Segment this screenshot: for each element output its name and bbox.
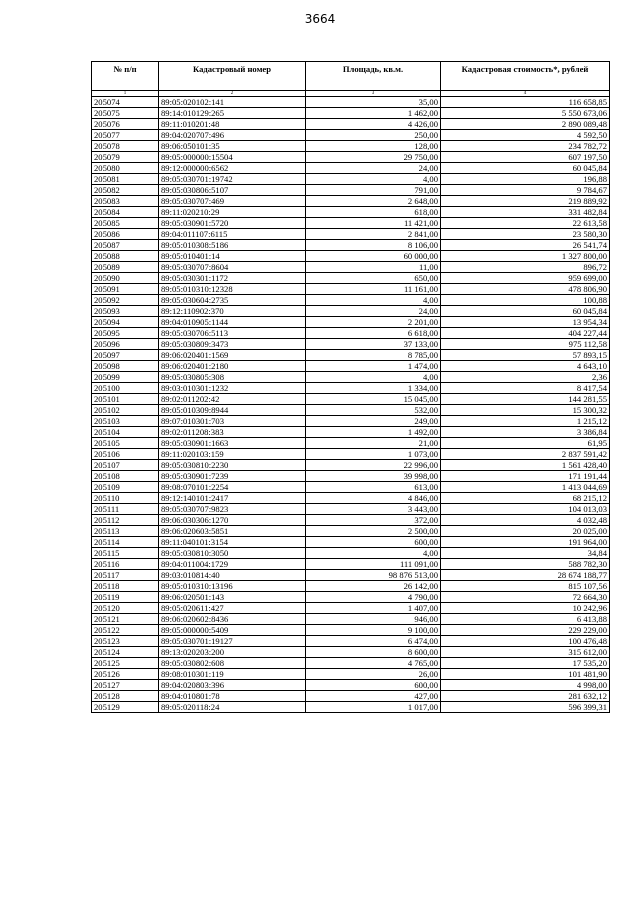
area-cell: 600,00	[306, 680, 441, 691]
area-cell: 4 790,00	[306, 592, 441, 603]
cadastral-value-cell: 1 561 428,40	[441, 460, 610, 471]
row-number-cell: 205112	[92, 515, 159, 526]
row-number-cell: 205110	[92, 493, 159, 504]
cadastral-value-cell: 3 386,84	[441, 427, 610, 438]
row-number-cell: 205107	[92, 460, 159, 471]
table-row	[92, 592, 610, 603]
area-cell: 24,00	[306, 306, 441, 317]
cadastral-number-cell: 89:08:070101:2254	[159, 482, 306, 493]
table-row	[92, 130, 610, 141]
area-cell: 1 492,00	[306, 427, 441, 438]
table-row	[92, 119, 610, 130]
cadastral-value-cell: 404 227,44	[441, 328, 610, 339]
table-row	[92, 273, 610, 284]
cadastral-number-cell: 89:05:030701:19127	[159, 636, 306, 647]
cadastral-number-cell: 89:04:020803:396	[159, 680, 306, 691]
area-cell: 15 045,00	[306, 394, 441, 405]
table-row	[92, 702, 610, 713]
area-cell: 1 073,00	[306, 449, 441, 460]
row-number-cell: 205113	[92, 526, 159, 537]
table-row	[92, 570, 610, 581]
cadastral-number-cell: 89:12:110902:370	[159, 306, 306, 317]
cadastral-value-cell: 229 229,00	[441, 625, 610, 636]
row-number-cell: 205092	[92, 295, 159, 306]
cadastral-number-cell: 89:05:030301:1172	[159, 273, 306, 284]
cadastral-number-cell: 89:05:030707:9823	[159, 504, 306, 515]
cadastral-value-cell: 2 837 591,42	[441, 449, 610, 460]
cadastral-value-cell: 8 417,54	[441, 383, 610, 394]
table-row	[92, 317, 610, 328]
area-cell: 128,00	[306, 141, 441, 152]
row-number-cell: 205125	[92, 658, 159, 669]
cadastral-number-cell: 89:05:030707:8604	[159, 262, 306, 273]
table-row	[92, 680, 610, 691]
row-number-cell: 205129	[92, 702, 159, 713]
row-number-cell: 205127	[92, 680, 159, 691]
table-row	[92, 691, 610, 702]
cadastral-number-cell: 89:05:010401:14	[159, 251, 306, 262]
cadastral-number-cell: 89:12:140101:2417	[159, 493, 306, 504]
table-row	[92, 196, 610, 207]
cadastral-number-cell: 89:07:010301:703	[159, 416, 306, 427]
header-cadastral-value: Кадастровая стоимость*, рублей	[441, 62, 610, 91]
area-cell: 4 426,00	[306, 119, 441, 130]
cadastral-number-cell: 89:06:020401:1569	[159, 350, 306, 361]
header-row-number: № п/п	[92, 62, 159, 91]
area-cell: 35,00	[306, 97, 441, 108]
table-row	[92, 383, 610, 394]
row-number-cell: 205094	[92, 317, 159, 328]
area-cell: 1 474,00	[306, 361, 441, 372]
table-row	[92, 108, 610, 119]
cadastral-number-cell: 89:05:030805:308	[159, 372, 306, 383]
cadastral-value-cell: 959 699,00	[441, 273, 610, 284]
table-row	[92, 504, 610, 515]
row-number-cell: 205102	[92, 405, 159, 416]
cadastral-number-cell: 89:04:010905:1144	[159, 317, 306, 328]
cadastral-value-cell: 331 482,84	[441, 207, 610, 218]
table-row	[92, 427, 610, 438]
area-cell: 37 133,00	[306, 339, 441, 350]
area-cell: 6 474,00	[306, 636, 441, 647]
cadastral-number-cell: 89:05:000000:15504	[159, 152, 306, 163]
cadastral-number-cell: 89:08:010301:119	[159, 669, 306, 680]
area-cell: 21,00	[306, 438, 441, 449]
table-row	[92, 218, 610, 229]
table-row	[92, 669, 610, 680]
row-number-cell: 205090	[92, 273, 159, 284]
row-number-cell: 205077	[92, 130, 159, 141]
row-number-cell: 205074	[92, 97, 159, 108]
row-number-cell: 205119	[92, 592, 159, 603]
cadastral-value-cell: 171 191,44	[441, 471, 610, 482]
cadastral-value-cell: 478 806,90	[441, 284, 610, 295]
area-cell: 26 142,00	[306, 581, 441, 592]
row-number-cell: 205082	[92, 185, 159, 196]
cadastral-number-cell: 89:05:030901:1663	[159, 438, 306, 449]
cadastral-value-cell: 100 476,48	[441, 636, 610, 647]
cadastral-number-cell: 89:06:020401:2180	[159, 361, 306, 372]
column-number: 2	[159, 91, 306, 97]
area-cell: 600,00	[306, 537, 441, 548]
cadastral-value-cell: 975 112,58	[441, 339, 610, 350]
table-row	[92, 262, 610, 273]
table-row	[92, 559, 610, 570]
area-cell: 4 765,00	[306, 658, 441, 669]
row-number-cell: 205088	[92, 251, 159, 262]
row-number-cell: 205101	[92, 394, 159, 405]
cadastral-number-cell: 89:05:000000:5409	[159, 625, 306, 636]
cadastral-value-cell: 1 327 800,00	[441, 251, 610, 262]
cadastral-number-cell: 89:04:020707:496	[159, 130, 306, 141]
cadastral-number-cell: 89:03:010301:1232	[159, 383, 306, 394]
cadastral-number-cell: 89:11:040101:3154	[159, 537, 306, 548]
area-cell: 29 750,00	[306, 152, 441, 163]
header-cadastral-number: Кадастровый номер	[159, 62, 306, 91]
table-header-row	[92, 62, 610, 91]
cadastral-table	[91, 61, 610, 713]
table-row	[92, 438, 610, 449]
table-row	[92, 603, 610, 614]
cadastral-value-cell: 815 107,56	[441, 581, 610, 592]
row-number-cell: 205123	[92, 636, 159, 647]
cadastral-number-cell: 89:06:050101:35	[159, 141, 306, 152]
cadastral-value-cell: 4 998,00	[441, 680, 610, 691]
row-number-cell: 205087	[92, 240, 159, 251]
area-cell: 11 421,00	[306, 218, 441, 229]
cadastral-number-cell: 89:05:030707:469	[159, 196, 306, 207]
area-cell: 1 017,00	[306, 702, 441, 713]
cadastral-number-cell: 89:12:000000:6562	[159, 163, 306, 174]
area-cell: 9 100,00	[306, 625, 441, 636]
cadastral-value-cell: 72 664,30	[441, 592, 610, 603]
table-row	[92, 449, 610, 460]
cadastral-number-cell: 89:05:010308:5186	[159, 240, 306, 251]
table-row	[92, 185, 610, 196]
row-number-cell: 205114	[92, 537, 159, 548]
table-row	[92, 515, 610, 526]
row-number-cell: 205120	[92, 603, 159, 614]
cadastral-value-cell: 28 674 188,77	[441, 570, 610, 581]
cadastral-value-cell: 219 889,92	[441, 196, 610, 207]
area-cell: 4,00	[306, 174, 441, 185]
table-row	[92, 163, 610, 174]
row-number-cell: 205118	[92, 581, 159, 592]
table-row	[92, 251, 610, 262]
cadastral-value-cell: 1 215,12	[441, 416, 610, 427]
cadastral-value-cell: 5 550 673,06	[441, 108, 610, 119]
area-cell: 1 407,00	[306, 603, 441, 614]
row-number-cell: 205080	[92, 163, 159, 174]
area-cell: 249,00	[306, 416, 441, 427]
row-number-cell: 205126	[92, 669, 159, 680]
table-row	[92, 372, 610, 383]
table-row	[92, 394, 610, 405]
area-cell: 24,00	[306, 163, 441, 174]
row-number-cell: 205075	[92, 108, 159, 119]
cadastral-value-cell: 1 413 044,69	[441, 482, 610, 493]
cadastral-value-cell: 57 893,15	[441, 350, 610, 361]
table-row	[92, 471, 610, 482]
cadastral-value-cell: 60 045,84	[441, 306, 610, 317]
area-cell: 6 618,00	[306, 328, 441, 339]
row-number-cell: 205124	[92, 647, 159, 658]
cadastral-number-cell: 89:05:030806:5107	[159, 185, 306, 196]
row-number-cell: 205104	[92, 427, 159, 438]
row-number-cell: 205098	[92, 361, 159, 372]
area-cell: 22 996,00	[306, 460, 441, 471]
table-row	[92, 405, 610, 416]
cadastral-value-cell: 4 643,10	[441, 361, 610, 372]
table-row	[92, 339, 610, 350]
area-cell: 2 500,00	[306, 526, 441, 537]
area-cell: 791,00	[306, 185, 441, 196]
table-row	[92, 416, 610, 427]
cadastral-value-cell: 101 481,90	[441, 669, 610, 680]
page-number: 3664	[304, 12, 336, 26]
cadastral-value-cell: 15 300,32	[441, 405, 610, 416]
cadastral-value-cell: 191 964,00	[441, 537, 610, 548]
area-cell: 3 443,00	[306, 504, 441, 515]
cadastral-value-cell: 34,84	[441, 548, 610, 559]
cadastral-value-cell: 68 215,12	[441, 493, 610, 504]
table-row	[92, 207, 610, 218]
table-row	[92, 152, 610, 163]
row-number-cell: 205103	[92, 416, 159, 427]
cadastral-value-cell: 596 399,31	[441, 702, 610, 713]
row-number-cell: 205095	[92, 328, 159, 339]
cadastral-value-cell: 896,72	[441, 262, 610, 273]
area-cell: 532,00	[306, 405, 441, 416]
cadastral-number-cell: 89:02:011208:383	[159, 427, 306, 438]
cadastral-number-cell: 89:04:011004:1729	[159, 559, 306, 570]
header-area: Площадь, кв.м.	[306, 62, 441, 91]
area-cell: 618,00	[306, 207, 441, 218]
cadastral-number-cell: 89:13:020203:200	[159, 647, 306, 658]
cadastral-number-cell: 89:05:030810:2230	[159, 460, 306, 471]
cadastral-number-cell: 89:05:030706:5113	[159, 328, 306, 339]
cadastral-number-cell: 89:05:030810:3050	[159, 548, 306, 559]
row-number-cell: 205084	[92, 207, 159, 218]
area-cell: 2 841,00	[306, 229, 441, 240]
row-number-cell: 205116	[92, 559, 159, 570]
table-row	[92, 636, 610, 647]
cadastral-number-cell: 89:03:010814:40	[159, 570, 306, 581]
cadastral-value-cell: 100,88	[441, 295, 610, 306]
row-number-cell: 205115	[92, 548, 159, 559]
cadastral-number-cell: 89:06:020603:5851	[159, 526, 306, 537]
cadastral-value-cell: 13 954,34	[441, 317, 610, 328]
cadastral-number-cell: 89:05:030802:608	[159, 658, 306, 669]
row-number-cell: 205108	[92, 471, 159, 482]
cadastral-number-cell: 89:11:020103:159	[159, 449, 306, 460]
table-row	[92, 482, 610, 493]
column-number: 1	[92, 91, 159, 97]
row-number-cell: 205096	[92, 339, 159, 350]
table-row	[92, 548, 610, 559]
row-number-cell: 205078	[92, 141, 159, 152]
table-row	[92, 537, 610, 548]
row-number-cell: 205121	[92, 614, 159, 625]
table-row	[92, 229, 610, 240]
area-cell: 650,00	[306, 273, 441, 284]
cadastral-value-cell: 607 197,50	[441, 152, 610, 163]
row-number-cell: 205100	[92, 383, 159, 394]
area-cell: 111 091,00	[306, 559, 441, 570]
cadastral-value-cell: 10 242,96	[441, 603, 610, 614]
table-row	[92, 647, 610, 658]
cadastral-number-cell: 89:05:010310:13196	[159, 581, 306, 592]
cadastral-number-cell: 89:05:030901:5720	[159, 218, 306, 229]
area-cell: 427,00	[306, 691, 441, 702]
row-number-cell: 205085	[92, 218, 159, 229]
row-number-cell: 205076	[92, 119, 159, 130]
area-cell: 250,00	[306, 130, 441, 141]
area-cell: 4,00	[306, 295, 441, 306]
cadastral-value-cell: 2,36	[441, 372, 610, 383]
row-number-cell: 205093	[92, 306, 159, 317]
table-row	[92, 328, 610, 339]
row-number-cell: 205105	[92, 438, 159, 449]
cadastral-number-cell: 89:05:020118:24	[159, 702, 306, 713]
row-number-cell: 205122	[92, 625, 159, 636]
table-row	[92, 174, 610, 185]
area-cell: 26,00	[306, 669, 441, 680]
row-number-cell: 205097	[92, 350, 159, 361]
area-cell: 11,00	[306, 262, 441, 273]
area-cell: 1 334,00	[306, 383, 441, 394]
cadastral-number-cell: 89:05:030604:2735	[159, 295, 306, 306]
cadastral-value-cell: 61,95	[441, 438, 610, 449]
area-cell: 60 000,00	[306, 251, 441, 262]
cadastral-number-cell: 89:05:010309:8944	[159, 405, 306, 416]
table-row	[92, 460, 610, 471]
cadastral-value-cell: 281 632,12	[441, 691, 610, 702]
row-number-cell: 205099	[92, 372, 159, 383]
row-number-cell: 205117	[92, 570, 159, 581]
table-row	[92, 97, 610, 108]
area-cell: 2 201,00	[306, 317, 441, 328]
cadastral-value-cell: 104 013,03	[441, 504, 610, 515]
table-row	[92, 493, 610, 504]
table-row	[92, 625, 610, 636]
area-cell: 4,00	[306, 548, 441, 559]
cadastral-number-cell: 89:11:020210:29	[159, 207, 306, 218]
column-number: 4	[441, 91, 610, 97]
row-number-cell: 205081	[92, 174, 159, 185]
table-row	[92, 141, 610, 152]
cadastral-value-cell: 6 413,88	[441, 614, 610, 625]
row-number-cell: 205111	[92, 504, 159, 515]
cadastral-number-cell: 89:05:030701:19742	[159, 174, 306, 185]
cadastral-number-cell: 89:14:010129:265	[159, 108, 306, 119]
cadastral-value-cell: 4 592,50	[441, 130, 610, 141]
cadastral-value-cell: 196,88	[441, 174, 610, 185]
row-number-cell: 205128	[92, 691, 159, 702]
table-row	[92, 614, 610, 625]
row-number-cell: 205089	[92, 262, 159, 273]
row-number-cell: 205079	[92, 152, 159, 163]
cadastral-value-cell: 116 658,85	[441, 97, 610, 108]
cadastral-number-cell: 89:02:011202:42	[159, 394, 306, 405]
cadastral-value-cell: 60 045,84	[441, 163, 610, 174]
cadastral-value-cell: 234 782,72	[441, 141, 610, 152]
cadastral-number-cell: 89:05:020102:141	[159, 97, 306, 108]
cadastral-number-cell: 89:11:010201:48	[159, 119, 306, 130]
cadastral-number-cell: 89:04:011107:6115	[159, 229, 306, 240]
table-row	[92, 581, 610, 592]
cadastral-value-cell: 23 580,30	[441, 229, 610, 240]
cadastral-value-cell: 588 782,30	[441, 559, 610, 570]
cadastral-value-cell: 20 025,00	[441, 526, 610, 537]
cadastral-number-cell: 89:05:010310:12328	[159, 284, 306, 295]
cadastral-number-cell: 89:06:020602:8436	[159, 614, 306, 625]
row-number-cell: 205091	[92, 284, 159, 295]
area-cell: 2 648,00	[306, 196, 441, 207]
cadastral-number-cell: 89:05:030901:7239	[159, 471, 306, 482]
table-row	[92, 295, 610, 306]
cadastral-value-cell: 9 784,67	[441, 185, 610, 196]
area-cell: 946,00	[306, 614, 441, 625]
row-number-cell: 205086	[92, 229, 159, 240]
column-number: 3	[306, 91, 441, 97]
area-cell: 4,00	[306, 372, 441, 383]
cadastral-number-cell: 89:05:020611:427	[159, 603, 306, 614]
area-cell: 8 106,00	[306, 240, 441, 251]
table-body	[92, 97, 610, 713]
cadastral-value-cell: 144 281,55	[441, 394, 610, 405]
area-cell: 1 462,00	[306, 108, 441, 119]
row-number-cell: 205109	[92, 482, 159, 493]
table-row	[92, 350, 610, 361]
row-number-cell: 205106	[92, 449, 159, 460]
cadastral-value-cell: 315 612,00	[441, 647, 610, 658]
cadastral-value-cell: 26 541,74	[441, 240, 610, 251]
cadastral-value-cell: 2 890 089,48	[441, 119, 610, 130]
area-cell: 8 785,00	[306, 350, 441, 361]
cadastral-value-cell: 4 032,48	[441, 515, 610, 526]
table-row	[92, 306, 610, 317]
cadastral-value-cell: 22 613,58	[441, 218, 610, 229]
cadastral-number-cell: 89:04:010801:78	[159, 691, 306, 702]
cadastral-number-cell: 89:06:030306:1270	[159, 515, 306, 526]
row-number-cell: 205083	[92, 196, 159, 207]
area-cell: 613,00	[306, 482, 441, 493]
area-cell: 98 876 513,00	[306, 570, 441, 581]
area-cell: 8 600,00	[306, 647, 441, 658]
area-cell: 39 998,00	[306, 471, 441, 482]
table-row	[92, 658, 610, 669]
table-row	[92, 284, 610, 295]
cadastral-number-cell: 89:06:020501:143	[159, 592, 306, 603]
cadastral-value-cell: 17 535,20	[441, 658, 610, 669]
cadastral-number-cell: 89:05:030809:3473	[159, 339, 306, 350]
table-row	[92, 526, 610, 537]
area-cell: 11 161,00	[306, 284, 441, 295]
table-row	[92, 240, 610, 251]
area-cell: 4 846,00	[306, 493, 441, 504]
area-cell: 372,00	[306, 515, 441, 526]
table-row	[92, 361, 610, 372]
